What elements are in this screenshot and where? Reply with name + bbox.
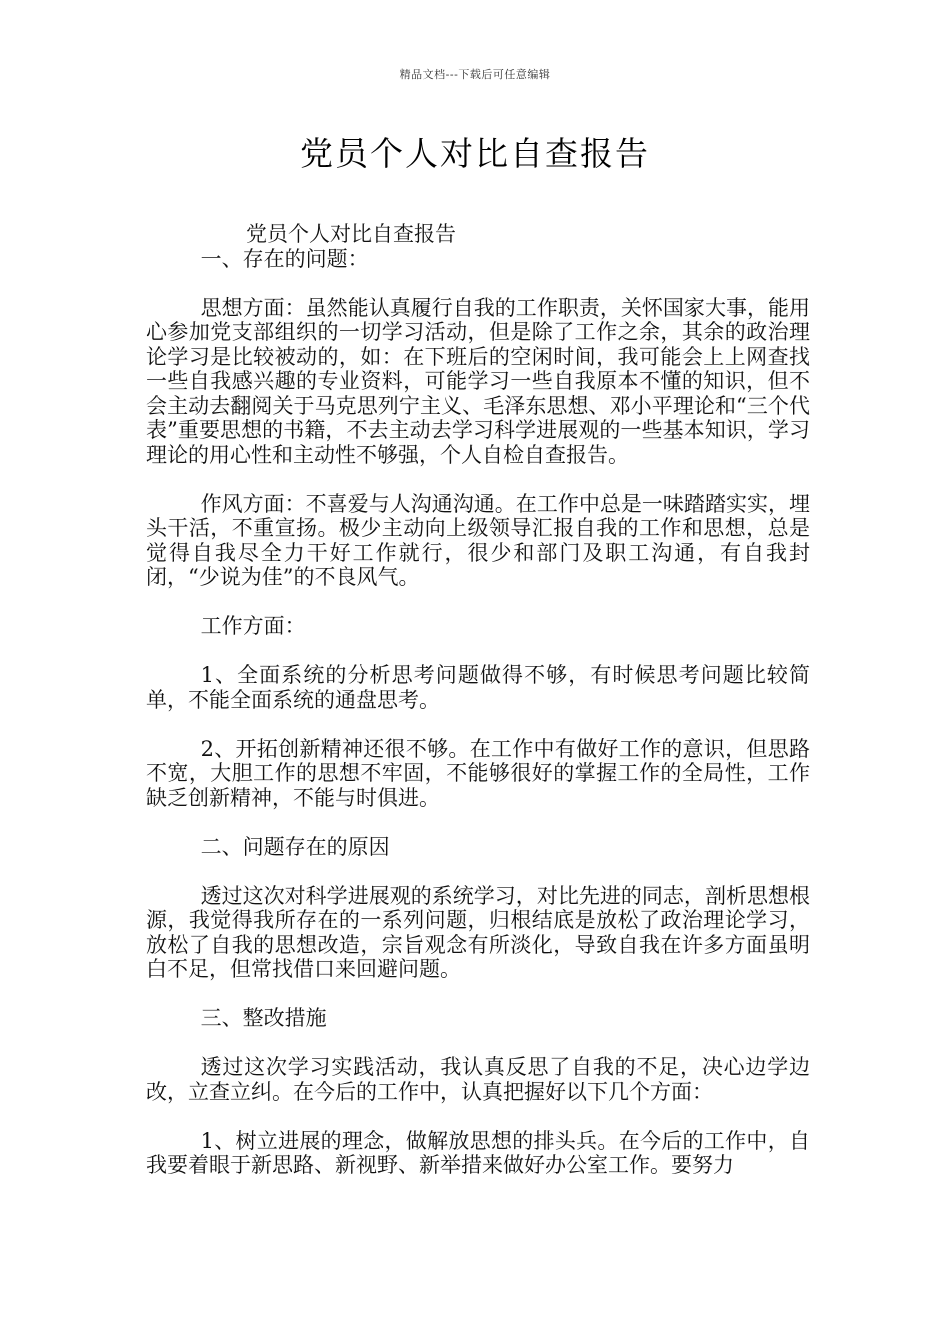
document-title: 党员个人对比自查报告 <box>300 134 650 173</box>
paragraph-measures: 透过这次学习实践活动，我认真反思了自我的不足，决心边学边改，立查立纠。在今后的工作中，认真把握好以下几个方面： <box>146 1055 810 1104</box>
section-heading-problems: 一、存在的问题： <box>200 246 369 271</box>
paragraph-thought: 思想方面：虽然能认真履行自我的工作职责，关怀国家大事，能用心参加党支部组织的一切学习活动，但是除了工作之余，其余的政治理论学习是比较被动的，如：在下班后的空闲时间，我可能会上上网查找一些自我感兴趣的专业资料，可能学习一些自我原本不懂的知识，但不会主动去翻阅关于马克思列宁主义、毛泽东思想、邓小平理论和“三个代表”重要思想的书籍，不去主动去学习科学进展观的一些基本知识，学习理论的用心性和主动性不够强，个人自检自查报告。 <box>146 295 810 467</box>
document-body <box>146 222 810 1178</box>
heading-work: 工作方面： <box>200 614 306 638</box>
section-heading-measures: 三、整改措施 <box>200 1006 327 1030</box>
paragraph-style: 作风方面：不喜爱与人沟通沟通。在工作中总是一味踏踏实实，埋头干活，不重宣扬。极少主动向上级领导汇报自我的工作和思想，总是觉得自我尽全力干好工作就行，很少和部门及职工沟通，有自我封闭，“少说为佳”的不良风气。 <box>146 491 810 589</box>
document-subtitle: 党员个人对比自查报告 <box>246 222 456 246</box>
work-item-1: 1、全面系统的分析思考问题做得不够，有时候思考问题比较简单，不能全面系统的通盘思考。 <box>146 663 810 712</box>
work-item-2: 2、开拓创新精神还很不够。在工作中有做好工作的意识，但思路不宽，大胆工作的思想不牢固，不能够很好的掌握工作的全局性，工作缺乏创新精神，不能与时俱进。 <box>146 736 810 810</box>
paragraph-causes: 透过这次对科学进展观的系统学习，对比先进的同志，剖析思想根源，我觉得我所存在的一系列问题，归根结底是放松了政治理论学习，放松了自我的思想改造，宗旨观念有所淡化，导致自我在许多方面虽明白不足，但常找借口来回避问题。 <box>146 883 810 981</box>
section-heading-causes: 二、问题存在的原因 <box>200 834 390 859</box>
page-header-note: 精品文档---下载后可任意编辑 <box>399 68 551 81</box>
measure-item-1: 1、树立进展的理念，做解放思想的排头兵。在今后的工作中，自我要着眼于新思路、新视野、新举措来做好办公室工作。要努力 <box>146 1128 810 1177</box>
